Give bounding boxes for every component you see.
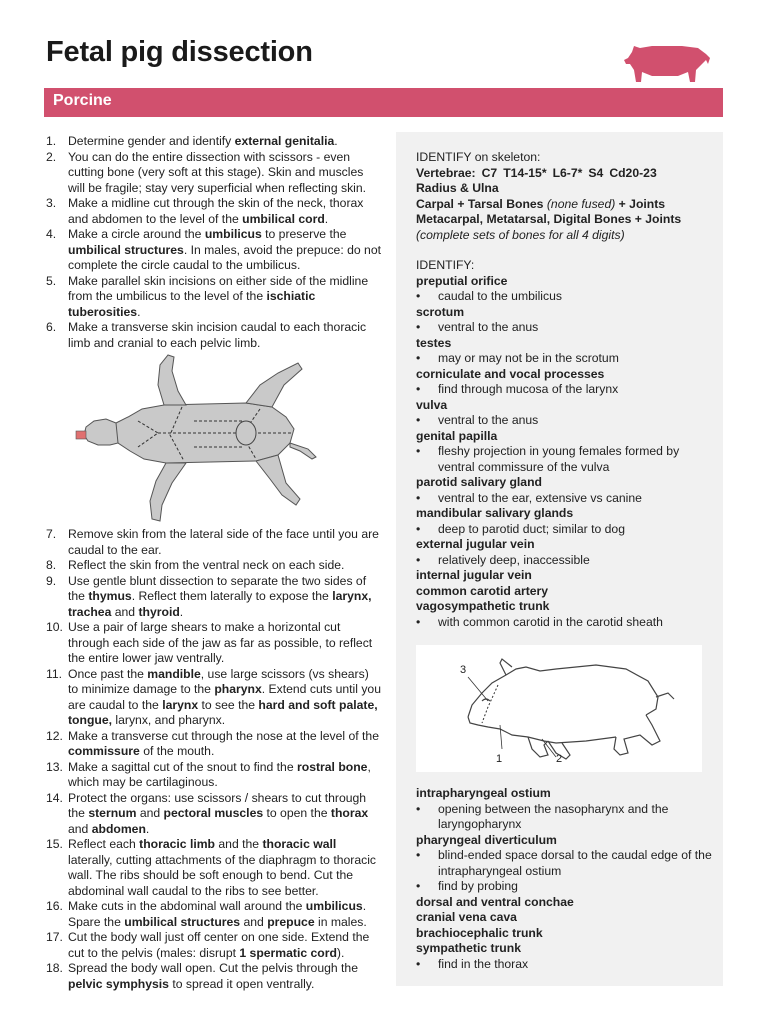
vertebrae-label: Vertebrae: bbox=[416, 165, 476, 180]
step-text: Reflect the skin from the ventral neck on each side. bbox=[68, 558, 345, 572]
note-text: opening between the nasopharynx and the laryngopharynx bbox=[438, 801, 669, 831]
identify-structure: cranial vena cava bbox=[416, 910, 517, 924]
identify-note bbox=[416, 382, 716, 398]
step-text: Remove skin from the lateral side of the face until you are caudal to the ear. bbox=[68, 527, 379, 557]
step-number: 5. bbox=[46, 273, 57, 288]
carpal-line bbox=[416, 197, 716, 213]
step-number: 1. bbox=[46, 134, 57, 148]
identify-note bbox=[416, 522, 716, 538]
step-text: Make a transverse skin incision caudal to each thoracic limb and cranial to each pelvic limb. bbox=[68, 320, 367, 350]
step-text: Make a sagittal cut of the snout to find the rostral bone, which may be cartilaginous. bbox=[68, 759, 371, 789]
vertebra-t: T14-15* bbox=[503, 165, 547, 180]
identify-structure: testes bbox=[416, 335, 452, 350]
bullet-icon: • bbox=[416, 521, 421, 536]
carpal-bold-b: + Joints bbox=[615, 196, 666, 211]
section-banner bbox=[44, 88, 723, 117]
identify-structure: scrotum bbox=[416, 304, 465, 319]
identify-structure: internal jugular vein bbox=[416, 568, 532, 582]
identify-heading: IDENTIFY: bbox=[416, 258, 475, 272]
procedure-step bbox=[46, 620, 382, 667]
step-text: Make parallel skin incisions on either side of the midline from the umbilicus to the level of the ischiatic tuberosities. bbox=[68, 273, 369, 319]
step-number: 17. bbox=[46, 930, 63, 944]
note-text: caudal to the umbilicus bbox=[438, 289, 562, 303]
bullet-icon: • bbox=[416, 490, 421, 505]
step-text: Use a pair of large shears to make a horizontal cut through each side of the jaw as far as possible, to reflect the entire lower jaw ventrally. bbox=[68, 620, 373, 665]
procedure-step bbox=[46, 196, 382, 227]
step-number: 3. bbox=[46, 196, 57, 210]
identify-structure: sympathetic trunk bbox=[416, 941, 521, 955]
procedure-step bbox=[46, 899, 382, 930]
step-text: Make cuts in the abdominal wall around the umbilicus. Spare the umbilical structures and prepuce in males. bbox=[68, 899, 367, 929]
bullet-icon: • bbox=[416, 289, 421, 303]
note-text: with common carotid in the carotid sheath bbox=[438, 614, 663, 629]
identify-structure: external jugular vein bbox=[416, 537, 535, 551]
banner-label: Porcine bbox=[53, 92, 112, 109]
identify-structure: vulva bbox=[416, 397, 448, 412]
step-number: 10. bbox=[46, 620, 63, 634]
bullet-icon: • bbox=[416, 320, 421, 334]
bullet-icon: • bbox=[416, 956, 421, 971]
procedure-step bbox=[46, 274, 382, 321]
identify-note bbox=[416, 413, 716, 429]
step-text: Make a transverse cut through the nose at the level of the commissure of the mouth. bbox=[68, 728, 379, 758]
carpal-italic: (none fused) bbox=[543, 196, 616, 211]
bullet-icon: • bbox=[416, 444, 421, 458]
step-text: Determine gender and identify external genitalia. bbox=[68, 134, 338, 148]
step-text: Spread the body wall open. Cut the pelvis through the pelvic symphysis to spread it open ventrally. bbox=[68, 961, 358, 991]
note-text: ventral to the anus bbox=[438, 320, 539, 334]
procedure-step bbox=[46, 320, 382, 351]
procedure-step bbox=[46, 134, 382, 150]
note-text: ventral to the anus bbox=[438, 413, 539, 427]
step-text: Reflect each thoracic limb and the thoracic wall laterally, cutting attachments of the diaphragm to thoracic wall. The ribs should be soft enough to bend. Cut the abdominal wall caudal to the ribs to see better. bbox=[68, 837, 377, 898]
bullet-icon: • bbox=[416, 801, 421, 816]
step-text: Make a circle around the umbilicus to preserve the umbilical structures. In males, avoid the prepuce: do not complete the circle caudal to the umbilicus. bbox=[68, 227, 381, 272]
procedure-step bbox=[46, 574, 382, 621]
procedure-step bbox=[46, 150, 382, 197]
note-text: relatively deep, inaccessible bbox=[438, 552, 590, 567]
step-text: Use gentle blunt dissection to separate the two sides of the thymus. Reflect them laterally to expose the larynx, trachea and thyroid. bbox=[68, 573, 372, 619]
lateral-figure bbox=[416, 645, 702, 772]
identify-structure: preputial orifice bbox=[416, 273, 508, 288]
bullet-icon: • bbox=[416, 382, 421, 396]
procedure-step bbox=[46, 791, 382, 838]
identify-structure: genital papilla bbox=[416, 428, 498, 443]
identify-structure: brachiocephalic trunk bbox=[416, 925, 543, 940]
bullet-icon: • bbox=[416, 413, 421, 427]
step-number: 7. bbox=[46, 527, 57, 541]
bullet-icon: • bbox=[416, 848, 421, 862]
step-text: Make a midline cut through the skin of the neck, thorax and abdomen to the level of the umbilical cord. bbox=[68, 196, 364, 226]
identify-note bbox=[416, 957, 716, 973]
vertebrae-line bbox=[416, 166, 716, 182]
vertebra-l: L6-7* bbox=[552, 165, 583, 180]
note-text: find by probing bbox=[438, 879, 518, 893]
identify-panel bbox=[396, 132, 723, 986]
identify-note bbox=[416, 491, 716, 507]
identify-structure: corniculate and vocal processes bbox=[416, 366, 605, 381]
procedure-step bbox=[46, 930, 382, 961]
page-title: Fetal pig dissection bbox=[46, 36, 313, 68]
pig-logo-icon bbox=[622, 40, 716, 88]
identify-structure: mandibular salivary glands bbox=[416, 506, 574, 520]
vertebra-s: S4 bbox=[588, 165, 604, 180]
step-number: 14. bbox=[46, 790, 63, 805]
identify-structure: intrapharyngeal ostium bbox=[416, 786, 551, 800]
procedure-step bbox=[46, 227, 382, 274]
dissection-figure bbox=[46, 351, 382, 527]
step-number: 18. bbox=[46, 961, 63, 975]
step-number: 9. bbox=[46, 573, 57, 588]
note-text: blind-ended space dorsal to the caudal edge of the intrapharyngeal ostium bbox=[438, 848, 712, 878]
step-number: 16. bbox=[46, 899, 63, 913]
figure-label-2: 2 bbox=[556, 753, 563, 765]
vertebra-c: C7 bbox=[481, 165, 498, 180]
skeleton-intro: IDENTIFY on skeleton: bbox=[416, 150, 541, 164]
procedure-step bbox=[46, 837, 382, 899]
step-text: Protect the organs: use scissors / shears to cut through the sternum and pectoral muscles to open the thorax and abdomen. bbox=[68, 790, 369, 836]
procedure-step bbox=[46, 667, 382, 729]
identify-structure: dorsal and ventral conchae bbox=[416, 894, 574, 909]
bullet-icon: • bbox=[416, 614, 421, 629]
step-text: You can do the entire dissection with scissors - even cutting bone (very soft at this stage). Skin and muscles will be fragile; stay very superficial when reflecting skin. bbox=[68, 149, 367, 195]
pig-ventral-diagram bbox=[46, 351, 382, 527]
note-text: deep to parotid duct; similar to dog bbox=[438, 521, 625, 536]
bullet-icon: • bbox=[416, 879, 421, 893]
step-number: 4. bbox=[46, 227, 57, 241]
note-text: ventral to the ear, extensive vs canine bbox=[438, 490, 642, 505]
note-text: find through mucosa of the larynx bbox=[438, 382, 619, 396]
metacarpal-line: Metacarpal, Metatarsal, Digital Bones + Joints bbox=[416, 212, 682, 226]
note-text: find in the thorax bbox=[438, 956, 529, 971]
procedure-step bbox=[46, 729, 382, 760]
step-text: Once past the mandible, use large scissors (vs shears) to minimize damage to the pharynx. Extend cuts until you are caudal to the larynx to see the hard and soft palate, tongue, larynx, and pharynx. bbox=[68, 666, 381, 727]
step-number: 2. bbox=[46, 149, 57, 164]
procedure-step bbox=[46, 527, 382, 558]
step-number: 13. bbox=[46, 759, 63, 774]
step-text: Cut the body wall just off center on one side. Extend the cut to the pelvis (males: disrupt 1 spermatic cord). bbox=[68, 930, 370, 960]
identify-structure: common carotid artery bbox=[416, 583, 549, 598]
figure-label-3: 3 bbox=[460, 664, 467, 676]
vertebra-cd: Cd20-23 bbox=[609, 165, 657, 180]
identify-structure: pharyngeal diverticulum bbox=[416, 832, 557, 847]
procedure-steps bbox=[46, 134, 382, 992]
identify-structure: parotid salivary gland bbox=[416, 475, 542, 489]
note-text: may or may not be in the scrotum bbox=[438, 351, 619, 365]
identify-note bbox=[416, 879, 716, 895]
complete-note: (complete sets of bones for all 4 digits) bbox=[416, 227, 625, 242]
figure-label-1: 1 bbox=[496, 753, 503, 765]
bullet-icon: • bbox=[416, 552, 421, 567]
identify-structure: vagosympathetic trunk bbox=[416, 599, 550, 613]
identify-note bbox=[416, 848, 716, 879]
procedure-step bbox=[46, 961, 382, 992]
bullet-icon: • bbox=[416, 351, 421, 365]
step-number: 6. bbox=[46, 320, 57, 334]
note-text: fleshy projection in young females formed by ventral commissure of the vulva bbox=[438, 444, 680, 474]
step-number: 15. bbox=[46, 837, 63, 851]
step-number: 12. bbox=[46, 728, 63, 743]
identify-note bbox=[416, 289, 716, 305]
identify-note bbox=[416, 615, 716, 631]
procedure-step bbox=[46, 760, 382, 791]
identify-note bbox=[416, 320, 716, 336]
identify-note bbox=[416, 351, 716, 367]
identify-note bbox=[416, 444, 716, 475]
radius-ulna: Radius & Ulna bbox=[416, 181, 499, 195]
procedure-step bbox=[46, 558, 382, 574]
step-number: 11. bbox=[46, 666, 63, 681]
identify-note bbox=[416, 802, 716, 833]
identify-note bbox=[416, 553, 716, 569]
carpal-bold-a: Carpal + Tarsal Bones bbox=[416, 196, 544, 211]
step-number: 8. bbox=[46, 558, 57, 572]
